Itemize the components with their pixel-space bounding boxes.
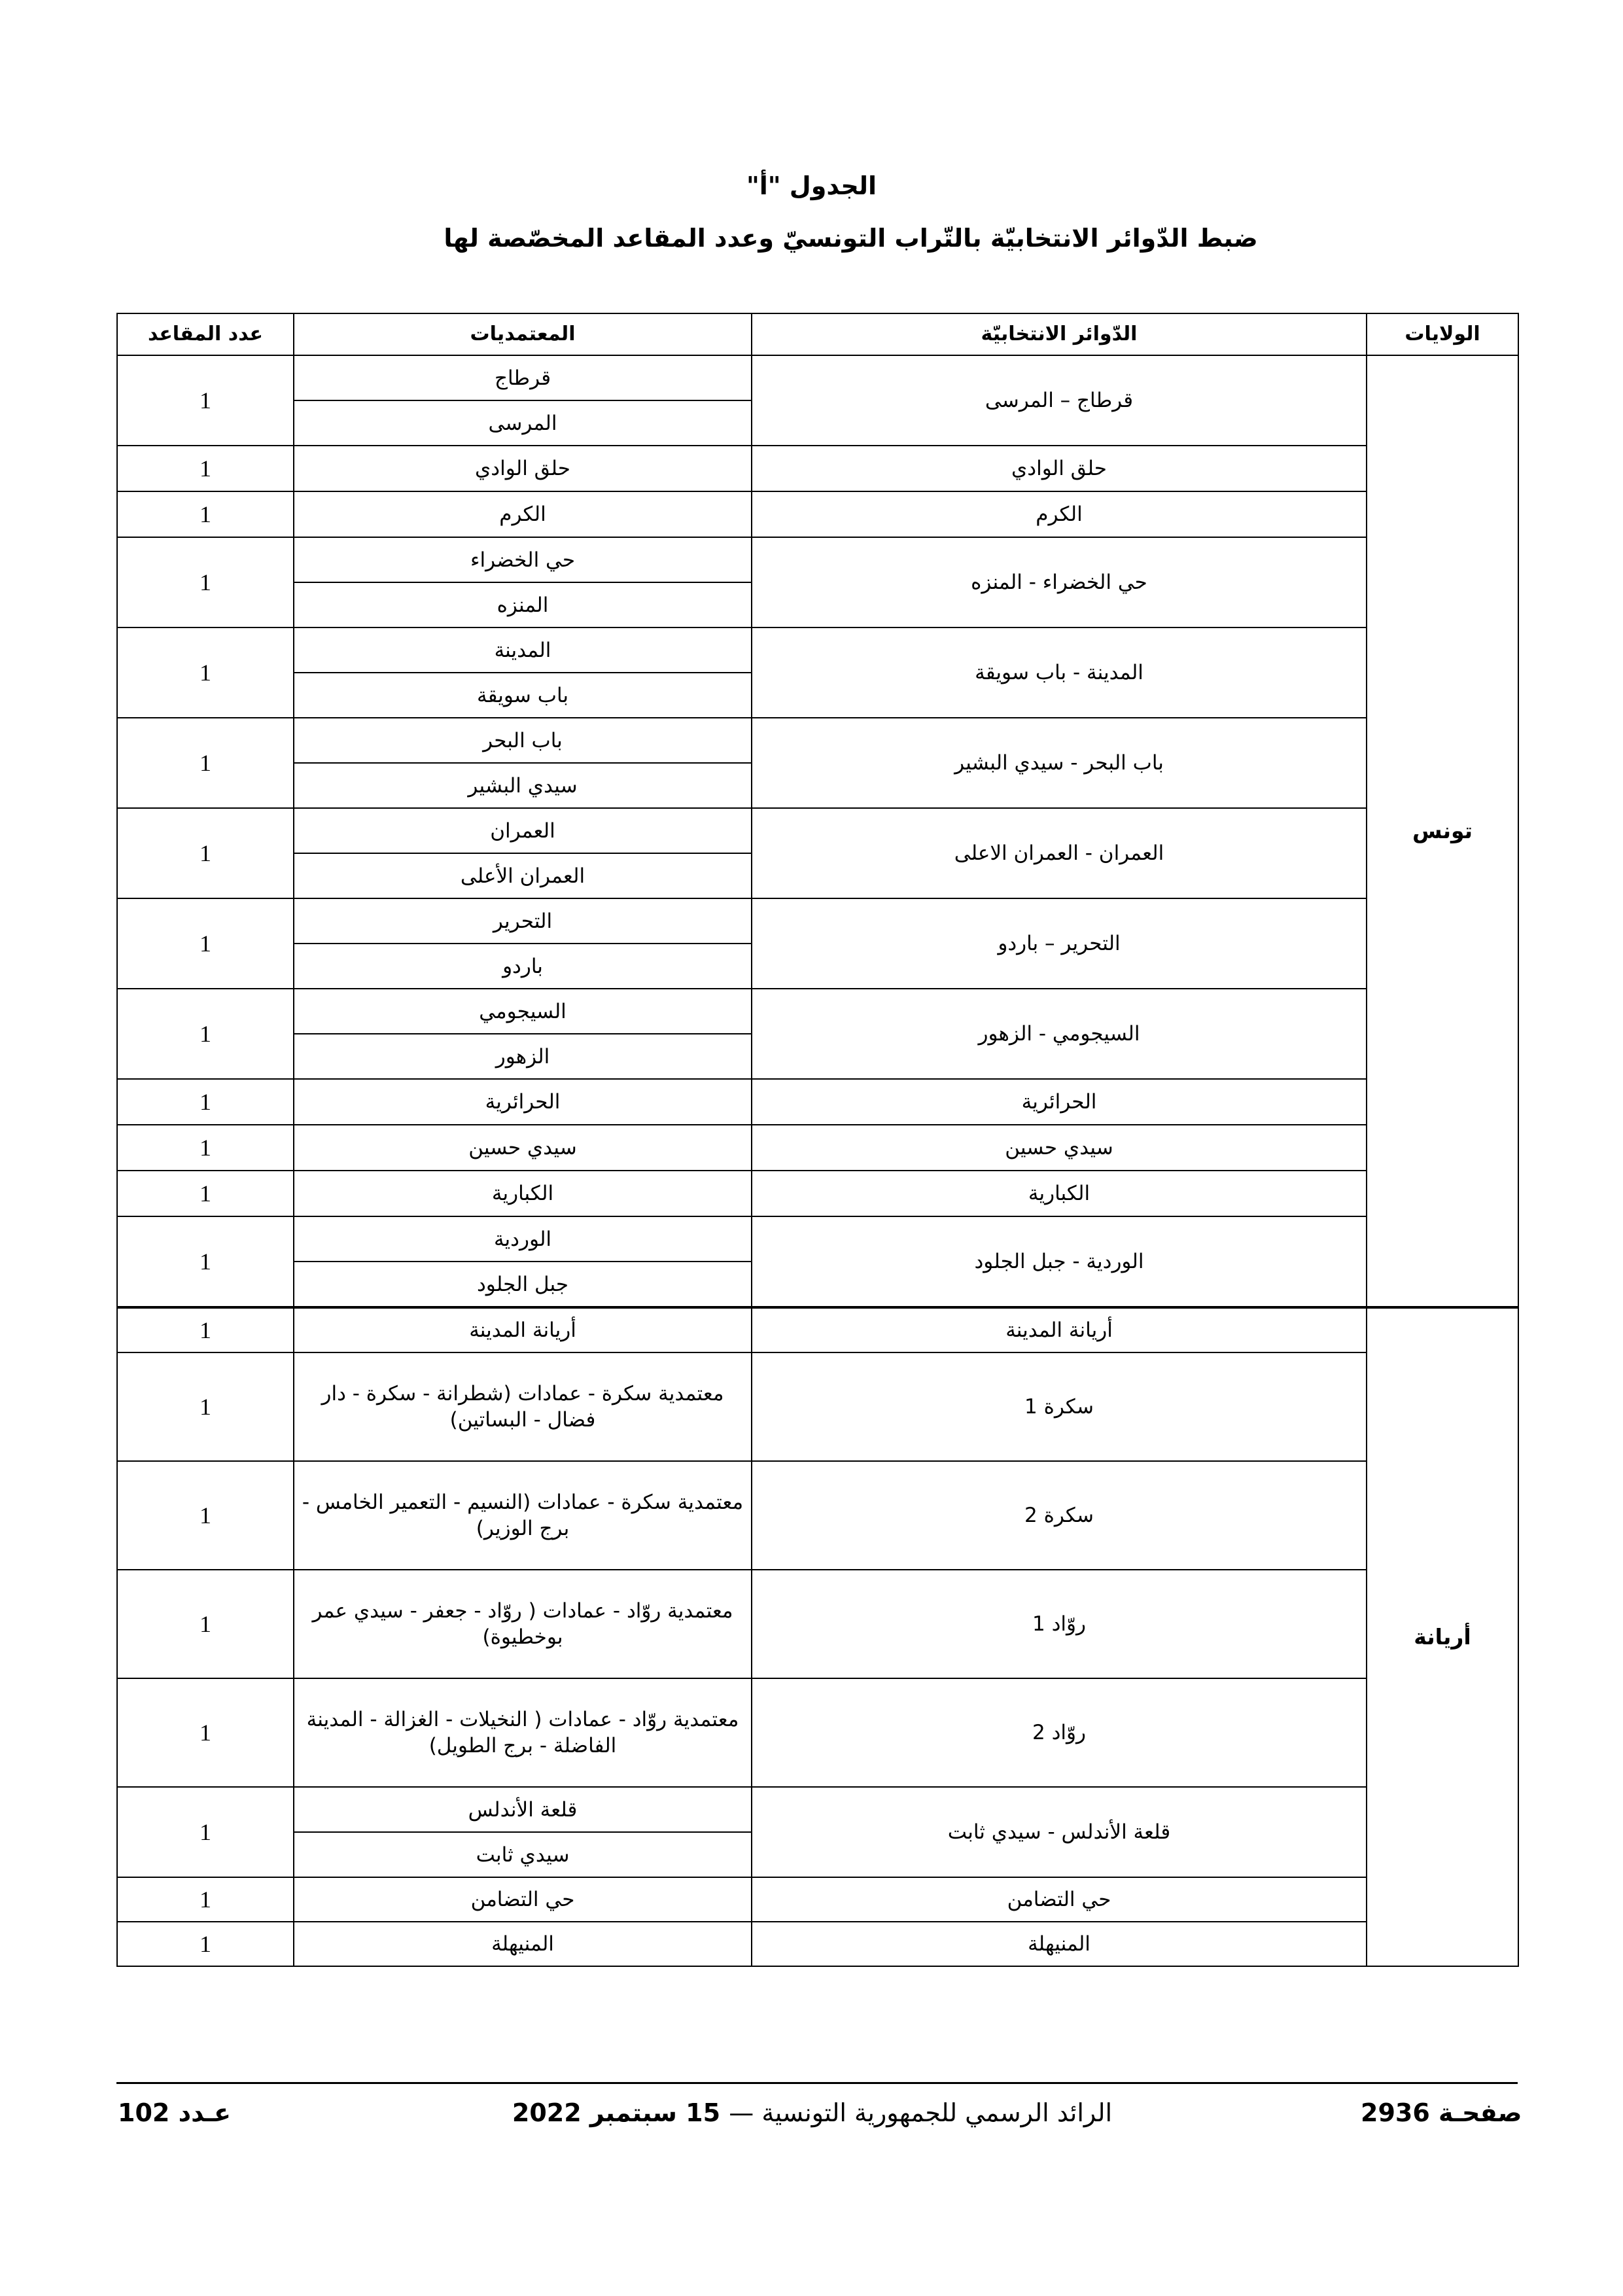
table-row	[117, 1352, 1518, 1461]
footer-page-number: 2936	[1361, 2098, 1430, 2127]
table-row	[117, 446, 1518, 491]
delegation-cell: جبل الجلود	[294, 1262, 752, 1307]
seats-cell: 1	[117, 491, 294, 537]
delegation-cell: قلعة الأندلس	[294, 1787, 752, 1832]
district-cell: سكرة 2	[752, 1461, 1367, 1570]
district-cell: حي التضامن	[752, 1877, 1367, 1922]
district-cell: الكبارية	[752, 1171, 1367, 1216]
page-subtitle: ضبط الدّوائر الانتخابيّة بالتّراب التونسيّ وعدد المقاعد المخصّصة لها	[444, 224, 1258, 253]
district-cell: قلعة الأندلس - سيدي ثابت	[752, 1787, 1367, 1877]
delegation-cell: السيجومي	[294, 989, 752, 1034]
header-district: الدّوائر الانتخابيّة	[752, 313, 1367, 355]
table-row	[117, 1570, 1518, 1678]
delegation-cell: باردو	[294, 944, 752, 989]
delegation-cell: الكبارية	[294, 1171, 752, 1216]
table-row	[117, 1216, 1518, 1262]
district-cell: حي الخضراء - المنزه	[752, 537, 1367, 627]
seats-cell: 1	[117, 989, 294, 1079]
delegation-cell: باب البحر	[294, 718, 752, 763]
footer-page-label: صفحـة	[1439, 2098, 1522, 2127]
district-cell: سيدي حسين	[752, 1125, 1367, 1171]
district-cell: قرطاج – المرسى	[752, 355, 1367, 446]
seats-cell: 1	[117, 1570, 294, 1678]
district-cell: الكرم	[752, 491, 1367, 537]
delegation-cell: الزهور	[294, 1034, 752, 1079]
footer-date: 15 سبتمبر 2022	[512, 2098, 721, 2127]
seats-cell: 1	[117, 898, 294, 989]
table-row	[117, 491, 1518, 537]
table-row	[117, 1787, 1518, 1832]
seats-cell: 1	[117, 1079, 294, 1125]
district-cell: روّاد 1	[752, 1570, 1367, 1678]
district-cell: السيجومي - الزهور	[752, 989, 1367, 1079]
footer-journal-title: الرائد الرسمي للجمهورية التونسية —	[729, 2098, 1112, 2127]
governorate-cell: تونس	[1367, 355, 1518, 1307]
delegation-cell: الكرم	[294, 491, 752, 537]
table-row	[117, 1877, 1518, 1922]
seats-cell: 1	[117, 718, 294, 808]
district-cell: العمران - العمران الاعلى	[752, 808, 1367, 898]
table-row	[117, 1171, 1518, 1216]
table-row	[117, 718, 1518, 763]
district-cell: الحرائرية	[752, 1079, 1367, 1125]
delegation-cell: معتمدية سكرة - عمادات (النسيم - التعمير الخامس - برج الوزير)	[294, 1461, 752, 1570]
header-row	[117, 313, 1518, 355]
seats-cell: 1	[117, 1461, 294, 1570]
delegation-cell: أريانة المدينة	[294, 1307, 752, 1352]
table-row	[117, 1125, 1518, 1171]
table-row	[117, 1307, 1518, 1352]
governorate-tunis-group	[117, 355, 1518, 1307]
delegation-cell: المدينة	[294, 627, 752, 673]
table-row	[117, 1461, 1518, 1570]
table-row	[117, 1079, 1518, 1125]
header-delegations: المعتمديات	[294, 313, 752, 355]
seats-cell: 1	[117, 1171, 294, 1216]
footer-journal	[512, 2098, 1112, 2127]
seats-cell: 1	[117, 1352, 294, 1461]
delegation-cell: حي الخضراء	[294, 537, 752, 582]
district-cell: روّاد 2	[752, 1678, 1367, 1787]
table-row	[117, 898, 1518, 944]
delegation-cell: سيدي حسين	[294, 1125, 752, 1171]
district-cell: المنيهلة	[752, 1922, 1367, 1966]
delegation-cell: المرسى	[294, 400, 752, 446]
footer-issue-number: 102	[118, 2098, 170, 2127]
table-row	[117, 355, 1518, 400]
footer-issue-label: عـدد	[178, 2098, 231, 2127]
district-cell: حلق الوادي	[752, 446, 1367, 491]
district-cell: المدينة - باب سويقة	[752, 627, 1367, 718]
table-row	[117, 537, 1518, 582]
delegation-cell: العمران	[294, 808, 752, 853]
table-row	[117, 808, 1518, 853]
delegation-cell: العمران الأعلى	[294, 853, 752, 898]
table-row	[117, 1922, 1518, 1966]
districts-table	[116, 313, 1519, 1967]
seats-cell: 1	[117, 537, 294, 627]
delegation-cell: التحرير	[294, 898, 752, 944]
delegation-cell: الحرائرية	[294, 1079, 752, 1125]
delegation-cell: سيدي ثابت	[294, 1832, 752, 1877]
district-cell: أريانة المدينة	[752, 1307, 1367, 1352]
seats-cell: 1	[117, 1678, 294, 1787]
footer-issue	[118, 2098, 231, 2127]
governorate-cell: أريانة	[1367, 1307, 1518, 1966]
seats-cell: 1	[117, 1307, 294, 1352]
table-row	[117, 1678, 1518, 1787]
delegation-cell: سيدي البشير	[294, 763, 752, 808]
district-cell: الوردية - جبل الجلود	[752, 1216, 1367, 1307]
delegation-cell: قرطاج	[294, 355, 752, 400]
delegation-cell: المنيهلة	[294, 1922, 752, 1966]
seats-cell: 1	[117, 808, 294, 898]
footer-divider	[116, 2082, 1518, 2084]
delegation-cell: معتمدية روّاد - عمادات ( روّاد - جعفر - سيدي عمر بوخطيوة)	[294, 1570, 752, 1678]
delegation-cell: باب سويقة	[294, 673, 752, 718]
header-seats: عدد المقاعد	[117, 313, 294, 355]
district-cell: التحرير – باردو	[752, 898, 1367, 989]
seats-cell: 1	[117, 355, 294, 446]
seats-cell: 1	[117, 1877, 294, 1922]
table-row	[117, 989, 1518, 1034]
delegation-cell: حي التضامن	[294, 1877, 752, 1922]
seats-cell: 1	[117, 1922, 294, 1966]
seats-cell: 1	[117, 1216, 294, 1307]
header-governorate: الولايات	[1367, 313, 1518, 355]
page-title: الجدول "أ"	[746, 171, 877, 200]
seats-cell: 1	[117, 1125, 294, 1171]
delegation-cell: الوردية	[294, 1216, 752, 1262]
footer-page	[1361, 2098, 1522, 2127]
district-cell: باب البحر - سيدي البشير	[752, 718, 1367, 808]
seats-cell: 1	[117, 446, 294, 491]
table-row	[117, 627, 1518, 673]
seats-cell: 1	[117, 1787, 294, 1877]
delegation-cell: معتمدية سكرة - عمادات (شطرانة - سكرة - دار فضال - البساتين)	[294, 1352, 752, 1461]
governorate-ariana-group	[117, 1307, 1518, 1966]
delegation-cell: حلق الوادي	[294, 446, 752, 491]
seats-cell: 1	[117, 627, 294, 718]
delegation-cell: معتمدية روّاد - عمادات ( النخيلات - الغزالة - المدينة الفاضلة - برج الطويل)	[294, 1678, 752, 1787]
district-cell: سكرة 1	[752, 1352, 1367, 1461]
delegation-cell: المنزه	[294, 582, 752, 627]
